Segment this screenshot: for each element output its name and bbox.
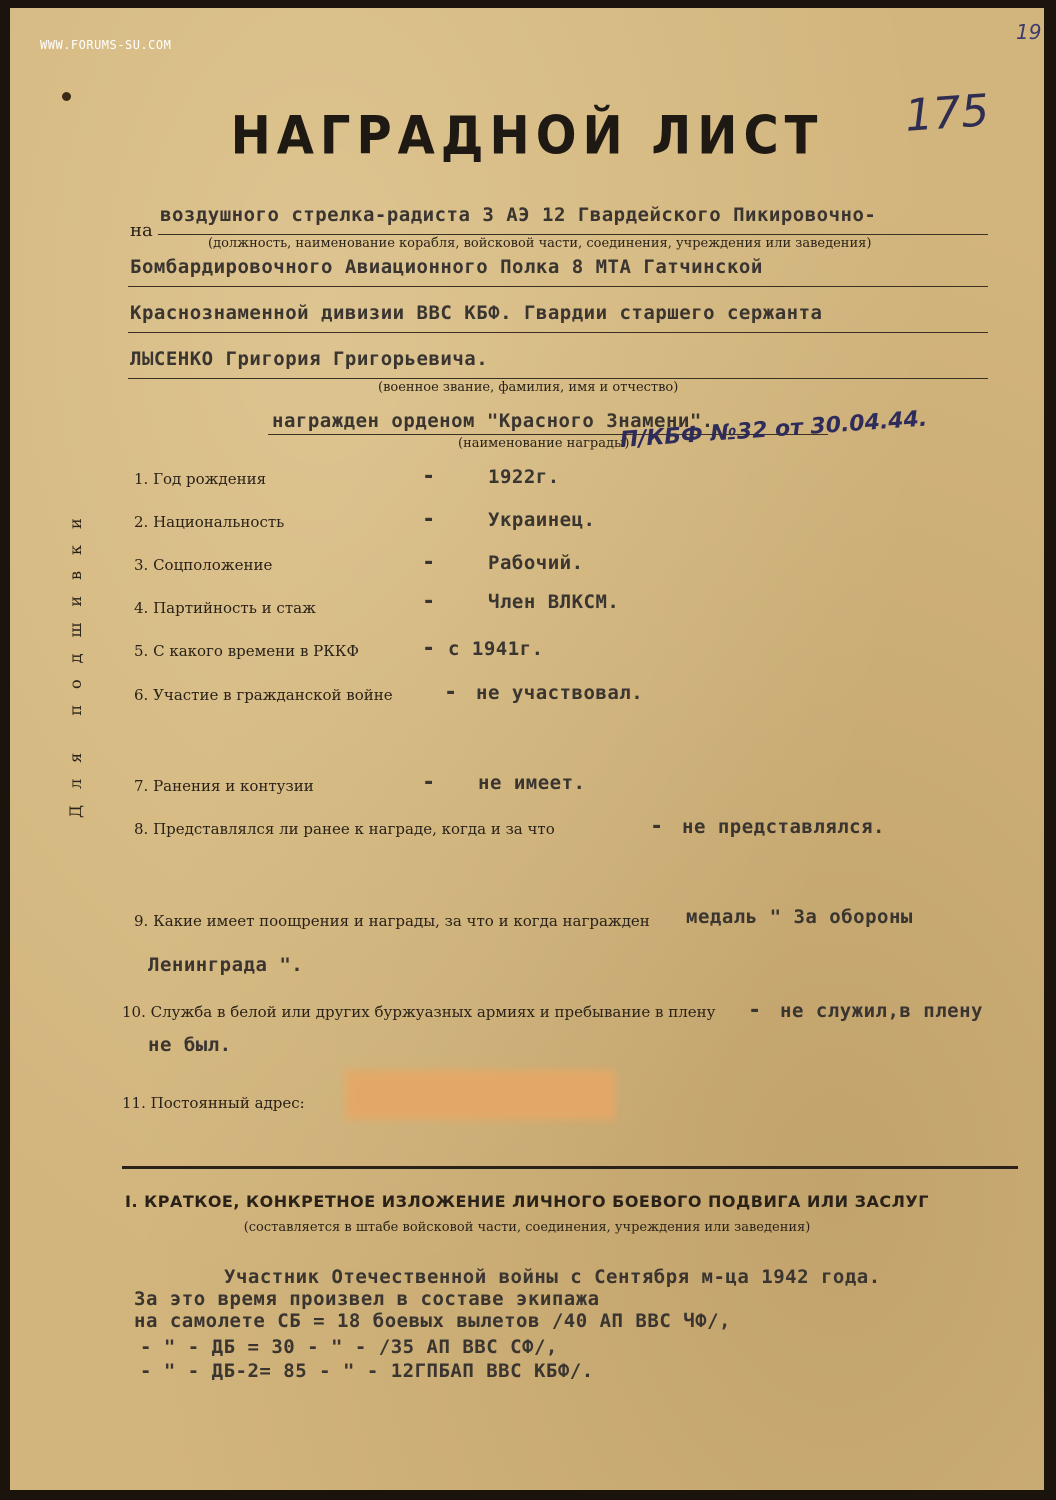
item-dash: -	[422, 464, 436, 489]
item-dash: -	[444, 680, 458, 705]
punch-hole	[62, 92, 71, 101]
position-line-2: Бомбардировочного Авиационного Полка 8 МТА Гатчинской	[130, 256, 763, 278]
on-prefix: на	[130, 220, 153, 241]
item-label: 6. Участие в гражданской войне	[134, 686, 393, 704]
redacted-address	[345, 1070, 615, 1120]
item-value-continued: не был.	[148, 1034, 232, 1056]
section-divider	[122, 1166, 1018, 1169]
item-value: с 1941г.	[448, 638, 544, 660]
section-subtitle: (составляется в штабе войсковой части, соединения, учреждения или заведения)	[243, 1220, 811, 1235]
item-value: Украинец.	[488, 509, 596, 531]
item-label: 3. Соцположение	[134, 556, 273, 574]
handwritten-number: 175	[903, 85, 991, 142]
narrative-line: на самолете СБ = 18 боевых вылетов /40 АП ВВС ЧФ/,	[134, 1310, 731, 1332]
narrative-line: Участник Отечественной войны с Сентября м-ца 1942 года.	[224, 1266, 881, 1288]
order-stamp: П/КБФ №32 от 30.04.44.	[619, 406, 928, 453]
item-dash: -	[422, 589, 436, 614]
item-label: 1. Год рождения	[134, 470, 267, 488]
item-value: не имеет.	[478, 772, 586, 794]
item-value: не служил,в плену	[780, 1000, 983, 1022]
archive-page-number: 19	[1016, 20, 1042, 44]
item-dash: -	[422, 550, 436, 575]
rule	[158, 234, 988, 235]
position-line-3: Краснознаменной дивизии ВВС КБФ. Гвардии старшего сержанта	[130, 302, 823, 324]
side-binding-text: Для подшивки	[66, 502, 85, 818]
item-label: 11. Постоянный адрес:	[122, 1094, 305, 1112]
item-dash: -	[422, 770, 436, 795]
item-value-continued: Ленинграда ".	[148, 954, 304, 976]
narrative-line: За это время произвел в составе экипажа	[134, 1288, 600, 1310]
item-label: 10. Служба в белой или других буржуазных армиях и пребывание в плену	[122, 1003, 716, 1021]
name-line: ЛЫСЕНКО Григория Григорьевича.	[130, 348, 489, 370]
award-sheet	[10, 8, 1044, 1490]
item-value: Член ВЛКСМ.	[488, 591, 620, 613]
caption-award: (наименование награды)	[458, 436, 630, 451]
item-value: не представлялся.	[682, 816, 885, 838]
rule	[128, 378, 988, 379]
item-label: 8. Представлялся ли ранее к награде, когда и за что	[134, 820, 555, 838]
item-value: 1922г.	[488, 466, 560, 488]
section-title: I. КРАТКОЕ, КОНКРЕТНОЕ ИЗЛОЖЕНИЕ ЛИЧНОГО БОЕВОГО ПОДВИГА ИЛИ ЗАСЛУГ	[125, 1192, 929, 1211]
position-line-1: воздушного стрелка-радиста 3 АЭ 12 Гвардейского Пикировочно-	[160, 204, 877, 226]
watermark: WWW.FORUMS-SU.COM	[40, 38, 172, 52]
item-dash: -	[650, 814, 664, 839]
narrative-line: - " - ДБ = 30 - " - /35 АП ВВС СФ/,	[140, 1336, 558, 1358]
item-dash: -	[748, 998, 762, 1023]
narrative-line: - " - ДБ-2= 85 - " - 12ГПБАП ВВС КБФ/.	[140, 1360, 594, 1382]
item-dash: -	[422, 507, 436, 532]
award-line: награжден орденом "Красного Знамени".	[272, 410, 714, 432]
rule	[128, 286, 988, 287]
caption-name: (военное звание, фамилия, имя и отчество)	[378, 380, 679, 395]
item-label: 7. Ранения и контузии	[134, 777, 314, 795]
caption-position: (должность, наименование корабля, войсковой части, соединения, учреждения или заведения)	[208, 236, 872, 251]
item-value: медаль " За обороны	[686, 906, 913, 928]
item-value: не участвовал.	[476, 682, 644, 704]
item-value: Рабочий.	[488, 552, 584, 574]
rule	[128, 332, 988, 333]
item-label: 2. Национальность	[134, 513, 285, 531]
item-label: 4. Партийность и стаж	[134, 599, 316, 617]
item-label: 9. Какие имеет поощрения и награды, за что и когда награжден	[134, 912, 650, 930]
item-dash: -	[422, 636, 436, 661]
page-title: НАГРАДНОЙ ЛИСТ	[230, 105, 824, 167]
item-label: 5. С какого времени в РККФ	[134, 642, 359, 660]
